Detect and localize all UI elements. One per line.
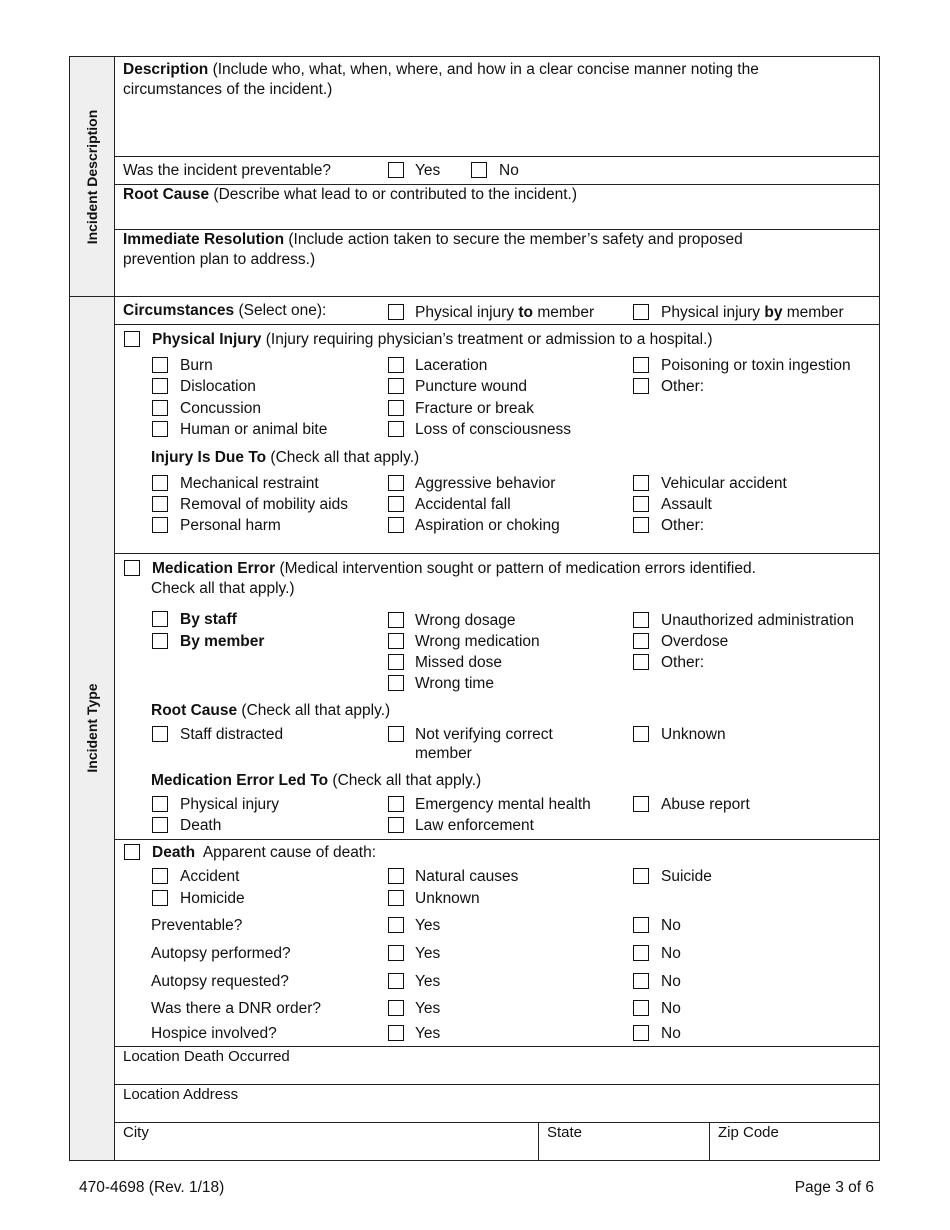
death-preventable-no-checkbox[interactable] — [633, 917, 649, 933]
injury-option-label: Burn — [180, 357, 213, 374]
death-suicide-checkbox[interactable] — [633, 868, 649, 884]
death-question: Preventable? — [151, 917, 243, 934]
injury-option-label: Puncture wound — [415, 378, 528, 395]
no-label: No — [661, 973, 681, 990]
death-preventable-yes-checkbox[interactable] — [388, 917, 404, 933]
led-option-label: Emergency mental health — [415, 796, 591, 813]
page-number: Page 3 of 6 — [794, 1179, 874, 1196]
injury-concussion-checkbox[interactable] — [152, 400, 168, 416]
death-checkbox[interactable] — [124, 844, 140, 860]
description-input-area[interactable] — [116, 100, 878, 154]
led-death-checkbox[interactable] — [152, 817, 168, 833]
death-unknown-checkbox[interactable] — [388, 890, 404, 906]
no-label: No — [661, 917, 681, 934]
no-label: No — [661, 1000, 681, 1017]
injury-option-label: Poisoning or toxin ingestion — [661, 357, 851, 374]
med-option-label: Other: — [661, 654, 705, 671]
med-option-label: Unauthorized administration — [661, 612, 854, 629]
no-label: No — [661, 1025, 681, 1042]
med-option-label: Wrong dosage — [415, 612, 516, 629]
death-option-label: Homicide — [180, 890, 245, 907]
injury-option-label: Laceration — [415, 357, 488, 374]
autopsy-performed-yes-checkbox[interactable] — [388, 945, 404, 961]
med-root-staff-distracted-checkbox[interactable] — [152, 726, 168, 742]
dnr-order-yes-checkbox[interactable] — [388, 1000, 404, 1016]
injury-puncture-checkbox[interactable] — [388, 378, 404, 394]
city-label: City — [123, 1124, 149, 1141]
death-question: Autopsy performed? — [151, 945, 291, 962]
med-wrong-dosage-checkbox[interactable] — [388, 612, 404, 628]
physical-injury-checkbox[interactable] — [124, 331, 140, 347]
location-death-input[interactable] — [116, 1066, 878, 1083]
death-heading: Death Apparent cause of death: — [152, 844, 377, 861]
yes-label: Yes — [415, 1025, 441, 1042]
due-removal-mobility-aids-checkbox[interactable] — [152, 496, 168, 512]
preventable-yes-checkbox[interactable] — [388, 162, 404, 178]
dnr-order-no-checkbox[interactable] — [633, 1000, 649, 1016]
due-option-label: Other: — [661, 517, 705, 534]
med-missed-dose-checkbox[interactable] — [388, 654, 404, 670]
led-physical-injury-checkbox[interactable] — [152, 796, 168, 812]
led-option-label: Death — [180, 817, 222, 834]
injury-option-label: Other: — [661, 378, 705, 395]
due-aggressive-behavior-checkbox[interactable] — [388, 475, 404, 491]
led-emergency-mental-health-checkbox[interactable] — [388, 796, 404, 812]
circumstances-label: Circumstances (Select one): — [123, 302, 327, 319]
medication-error-checkbox[interactable] — [124, 560, 140, 576]
description-text: Description (Include who, what, when, where, and how in a clear concise manner noting the — [123, 61, 759, 78]
due-personal-harm-checkbox[interactable] — [152, 517, 168, 533]
injury-option-label: Loss of consciousness — [415, 421, 571, 438]
med-option-label: Wrong medication — [415, 633, 540, 650]
due-vehicular-accident-checkbox[interactable] — [633, 475, 649, 491]
med-root-not-verifying-checkbox[interactable] — [388, 726, 404, 742]
state-label: State — [547, 1124, 583, 1141]
circumstance-injury-to-member-label: Physical injury to member — [415, 304, 595, 321]
death-question: Autopsy requested? — [151, 973, 289, 990]
injury-due-to-heading: Injury Is Due To (Check all that apply.) — [151, 449, 420, 466]
med-root-option-label-2: member — [415, 745, 472, 762]
immediate-resolution-text-2: prevention plan to address.) — [123, 251, 316, 268]
due-option-label: Vehicular accident — [661, 475, 787, 492]
led-law-enforcement-checkbox[interactable] — [388, 817, 404, 833]
injury-option-label: Dislocation — [180, 378, 256, 395]
death-accident-checkbox[interactable] — [152, 868, 168, 884]
injury-burn-checkbox[interactable] — [152, 357, 168, 373]
due-option-label: Aspiration or choking — [415, 517, 560, 534]
due-mechanical-restraint-checkbox[interactable] — [152, 475, 168, 491]
incident-description-label: Incident Description — [84, 109, 100, 245]
injury-other-checkbox[interactable] — [633, 378, 649, 394]
led-option-label: Law enforcement — [415, 817, 534, 834]
med-root-option-label: Unknown — [661, 726, 726, 743]
med-root-cause-heading: Root Cause (Check all that apply.) — [151, 702, 391, 719]
yes-label: Yes — [415, 973, 441, 990]
yes-label: Yes — [415, 945, 441, 962]
injury-option-label: Human or animal bite — [180, 421, 328, 438]
medication-error-heading-2: Check all that apply.) — [151, 580, 295, 597]
immediate-resolution-input-area[interactable] — [116, 271, 878, 295]
med-option-label: Missed dose — [415, 654, 503, 671]
death-option-label: Unknown — [415, 890, 480, 907]
due-option-label: Removal of mobility aids — [180, 496, 348, 513]
due-assault-checkbox[interactable] — [633, 496, 649, 512]
due-option-label: Aggressive behavior — [415, 475, 556, 492]
yes-label: Yes — [415, 1000, 441, 1017]
death-option-label: Suicide — [661, 868, 712, 885]
due-option-label: Accidental fall — [415, 496, 511, 513]
med-other-checkbox[interactable] — [633, 654, 649, 670]
due-option-label: Mechanical restraint — [180, 475, 319, 492]
death-natural-causes-checkbox[interactable] — [388, 868, 404, 884]
preventable-no-checkbox[interactable] — [471, 162, 487, 178]
root-cause-input-area[interactable] — [116, 205, 878, 227]
autopsy-performed-no-checkbox[interactable] — [633, 945, 649, 961]
med-led-to-heading: Medication Error Led To (Check all that apply.) — [151, 772, 482, 789]
death-homicide-checkbox[interactable] — [152, 890, 168, 906]
injury-bite-checkbox[interactable] — [152, 421, 168, 437]
injury-fracture-checkbox[interactable] — [388, 400, 404, 416]
injury-option-label: Concussion — [180, 400, 261, 417]
autopsy-requested-no-checkbox[interactable] — [633, 973, 649, 989]
injury-laceration-checkbox[interactable] — [388, 357, 404, 373]
med-overdose-checkbox[interactable] — [633, 633, 649, 649]
med-option-label: Wrong time — [415, 675, 494, 692]
due-option-label: Assault — [661, 496, 712, 513]
death-question: Was there a DNR order? — [151, 1000, 321, 1017]
immediate-resolution-text: Immediate Resolution (Include action taken to secure the member’s safety and proposed — [123, 231, 743, 248]
preventable-no-label: No — [499, 162, 519, 179]
led-option-label: Physical injury — [180, 796, 280, 813]
circumstance-injury-by-member-checkbox[interactable] — [633, 304, 649, 320]
autopsy-requested-yes-checkbox[interactable] — [388, 973, 404, 989]
med-wrong-medication-checkbox[interactable] — [388, 633, 404, 649]
med-option-label: Overdose — [661, 633, 729, 650]
led-abuse-report-checkbox[interactable] — [633, 796, 649, 812]
form-number: 470-4698 (Rev. 1/18) — [79, 1179, 225, 1196]
med-unauthorized-checkbox[interactable] — [633, 612, 649, 628]
due-aspiration-checkbox[interactable] — [388, 517, 404, 533]
preventable-question: Was the incident preventable? — [123, 162, 331, 179]
preventable-yes-label: Yes — [415, 162, 441, 179]
injury-dislocation-checkbox[interactable] — [152, 378, 168, 394]
location-death-label: Location Death Occurred — [123, 1048, 290, 1065]
death-option-label: Natural causes — [415, 868, 519, 885]
hospice-no-checkbox[interactable] — [633, 1025, 649, 1041]
med-by-member-checkbox[interactable] — [152, 633, 168, 649]
death-question: Hospice involved? — [151, 1025, 277, 1042]
hospice-yes-checkbox[interactable] — [388, 1025, 404, 1041]
due-other-checkbox[interactable] — [633, 517, 649, 533]
medication-error-heading: Medication Error (Medical intervention sought or pattern of medication errors identified. — [152, 560, 756, 577]
med-root-unknown-checkbox[interactable] — [633, 726, 649, 742]
med-by-staff-checkbox[interactable] — [152, 611, 168, 627]
state-input[interactable] — [540, 1142, 708, 1159]
city-input[interactable] — [116, 1142, 536, 1159]
no-label: No — [661, 945, 681, 962]
due-option-label: Personal harm — [180, 517, 281, 534]
location-address-input[interactable] — [116, 1104, 878, 1121]
description-text-2: circumstances of the incident.) — [123, 81, 333, 98]
incident-type-label: Incident Type — [84, 683, 100, 773]
due-accidental-fall-checkbox[interactable] — [388, 496, 404, 512]
med-root-option-label: Not verifying correct — [415, 726, 553, 743]
med-option-label: By member — [180, 633, 265, 650]
physical-injury-heading: Physical Injury (Injury requiring physician’s treatment or admission to a hospital.) — [152, 331, 713, 348]
yes-label: Yes — [415, 917, 441, 934]
led-option-label: Abuse report — [661, 796, 750, 813]
injury-loss-of-consciousness-checkbox[interactable] — [388, 421, 404, 437]
zip-input[interactable] — [711, 1142, 878, 1159]
zip-label: Zip Code — [718, 1124, 779, 1141]
med-root-option-label: Staff distracted — [180, 726, 284, 743]
death-option-label: Accident — [180, 868, 240, 885]
med-wrong-time-checkbox[interactable] — [388, 675, 404, 691]
location-address-label: Location Address — [123, 1086, 239, 1103]
circumstance-injury-to-member-checkbox[interactable] — [388, 304, 404, 320]
injury-poisoning-checkbox[interactable] — [633, 357, 649, 373]
root-cause-text: Root Cause (Describe what lead to or contributed to the incident.) — [123, 186, 578, 203]
med-option-label: By staff — [180, 611, 237, 628]
injury-option-label: Fracture or break — [415, 400, 534, 417]
circumstance-injury-by-member-label: Physical injury by member — [661, 304, 844, 321]
